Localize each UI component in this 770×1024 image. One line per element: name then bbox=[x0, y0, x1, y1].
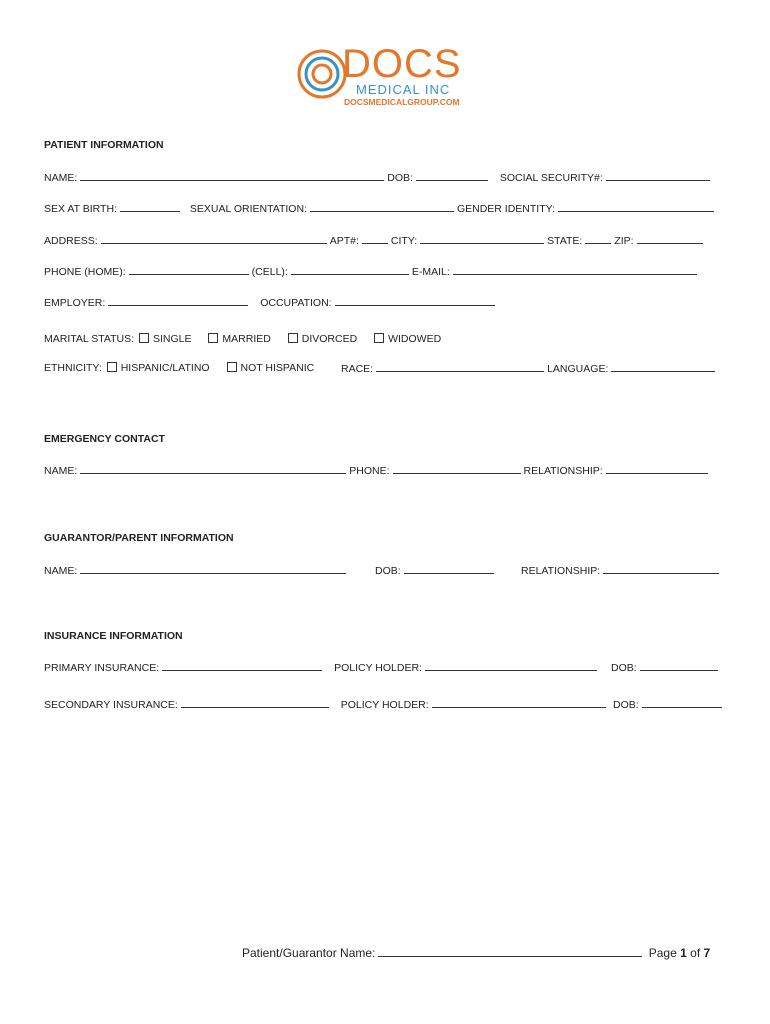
checkbox-icon[interactable] bbox=[227, 362, 237, 372]
city-field[interactable] bbox=[420, 234, 544, 244]
city-label: CITY: bbox=[390, 235, 418, 247]
orientation-label: SEXUAL ORIENTATION: bbox=[189, 203, 307, 215]
secondary-dob-label: DOB: bbox=[613, 699, 639, 711]
ethnicity-option-hispanic[interactable]: HISPANIC/LATINO bbox=[107, 362, 210, 374]
language-field[interactable] bbox=[611, 362, 715, 372]
emergency-row bbox=[44, 464, 711, 477]
race-label: RACE: bbox=[341, 363, 374, 375]
page-current: 1 bbox=[680, 946, 687, 960]
secondary-dob-row bbox=[613, 698, 725, 711]
patient-row-name bbox=[44, 171, 713, 184]
emergency-name-label: NAME: bbox=[44, 465, 78, 477]
checkbox-icon[interactable] bbox=[374, 333, 384, 343]
gender-field[interactable] bbox=[558, 202, 714, 212]
ethnicity-label: ETHNICITY: bbox=[44, 362, 102, 374]
patient-row-address bbox=[44, 234, 706, 247]
patient-row-employment bbox=[44, 296, 498, 309]
checkbox-icon[interactable] bbox=[139, 333, 149, 343]
guarantor-name-row bbox=[44, 564, 349, 577]
dob-field[interactable] bbox=[416, 171, 488, 181]
secondary-insurance-field[interactable] bbox=[181, 698, 329, 708]
orientation-field[interactable] bbox=[310, 202, 454, 212]
marital-option-single[interactable]: SINGLE bbox=[139, 333, 192, 345]
footer-name-label: Patient/Guarantor Name: bbox=[242, 946, 376, 960]
zip-field[interactable] bbox=[637, 234, 703, 244]
employer-field[interactable] bbox=[108, 296, 248, 306]
patient-info-heading: PATIENT INFORMATION bbox=[44, 139, 164, 151]
ethnicity-row bbox=[44, 362, 314, 374]
state-field[interactable] bbox=[585, 234, 611, 244]
emergency-relationship-label: RELATIONSHIP: bbox=[523, 465, 603, 477]
checkbox-icon[interactable] bbox=[288, 333, 298, 343]
primary-insurance-label: PRIMARY INSURANCE: bbox=[44, 662, 160, 674]
checkbox-icon[interactable] bbox=[107, 362, 117, 372]
company-logo bbox=[296, 42, 476, 112]
emergency-relationship-field[interactable] bbox=[606, 464, 708, 474]
occupation-label: OCCUPATION: bbox=[260, 297, 332, 309]
email-field[interactable] bbox=[453, 265, 697, 275]
marital-option-widowed[interactable]: WIDOWED bbox=[374, 333, 441, 345]
ssn-label: SOCIAL SECURITY#: bbox=[499, 172, 603, 184]
apt-label: APT#: bbox=[329, 235, 359, 247]
occupation-field[interactable] bbox=[335, 296, 495, 306]
primary-policy-holder-field[interactable] bbox=[425, 661, 597, 671]
guarantor-relationship-field[interactable] bbox=[603, 564, 719, 574]
secondary-insurance-row bbox=[44, 698, 609, 711]
insurance-heading: INSURANCE INFORMATION bbox=[44, 630, 183, 642]
guarantor-relationship-row bbox=[521, 564, 722, 577]
logo-subtitle: MEDICAL INC bbox=[356, 82, 451, 97]
race-field[interactable] bbox=[376, 362, 544, 372]
page-word: Page bbox=[648, 946, 677, 960]
marital-status-row bbox=[44, 333, 441, 345]
secondary-dob-field[interactable] bbox=[642, 698, 722, 708]
guarantor-name-field[interactable] bbox=[80, 564, 346, 574]
checkbox-icon[interactable] bbox=[208, 333, 218, 343]
primary-dob-row bbox=[611, 661, 721, 674]
guarantor-name-label: NAME: bbox=[44, 565, 78, 577]
ssn-field[interactable] bbox=[606, 171, 710, 181]
emergency-phone-field[interactable] bbox=[393, 464, 521, 474]
guarantor-dob-row bbox=[375, 564, 497, 577]
secondary-policy-holder-label: POLICY HOLDER: bbox=[340, 699, 429, 711]
employer-label: EMPLOYER: bbox=[44, 297, 106, 309]
emergency-heading: EMERGENCY CONTACT bbox=[44, 433, 165, 445]
guarantor-heading: GUARANTOR/PARENT INFORMATION bbox=[44, 532, 234, 544]
page-footer bbox=[242, 945, 710, 960]
address-field[interactable] bbox=[101, 234, 327, 244]
zip-label: ZIP: bbox=[614, 235, 634, 247]
dob-label: DOB: bbox=[387, 172, 413, 184]
ethnicity-option-not-hispanic[interactable]: NOT HISPANIC bbox=[227, 362, 315, 374]
marital-option-divorced[interactable]: DIVORCED bbox=[288, 333, 357, 345]
page-total: 7 bbox=[703, 946, 711, 960]
sex-label: SEX AT BIRTH: bbox=[44, 203, 117, 215]
name-label: NAME: bbox=[44, 172, 78, 184]
cell-field[interactable] bbox=[291, 265, 409, 275]
phone-home-field[interactable] bbox=[129, 265, 249, 275]
email-label: E-MAIL: bbox=[411, 266, 450, 278]
primary-dob-label: DOB: bbox=[611, 662, 637, 674]
logo-name: DOCS bbox=[342, 42, 462, 86]
guarantor-relationship-label: RELATIONSHIP: bbox=[521, 565, 601, 577]
guarantor-dob-label: DOB: bbox=[375, 565, 401, 577]
secondary-insurance-label: SECONDARY INSURANCE: bbox=[44, 699, 178, 711]
marital-label: MARITAL STATUS: bbox=[44, 333, 135, 345]
name-field[interactable] bbox=[80, 171, 384, 181]
emergency-phone-label: PHONE: bbox=[349, 465, 390, 477]
emergency-name-field[interactable] bbox=[80, 464, 346, 474]
primary-insurance-field[interactable] bbox=[162, 661, 322, 671]
secondary-policy-holder-field[interactable] bbox=[432, 698, 606, 708]
footer-name-field[interactable] bbox=[378, 945, 642, 957]
of-word: of bbox=[690, 946, 701, 960]
language-label: LANGUAGE: bbox=[547, 363, 609, 375]
logo-url: DOCSMEDICALGROUP.COM bbox=[344, 97, 460, 107]
gender-label: GENDER IDENTITY: bbox=[456, 203, 555, 215]
state-label: STATE: bbox=[547, 235, 583, 247]
phone-home-label: PHONE (HOME): bbox=[44, 266, 126, 278]
primary-insurance-row bbox=[44, 661, 600, 674]
primary-policy-holder-label: POLICY HOLDER: bbox=[334, 662, 422, 674]
patient-row-identity bbox=[44, 202, 717, 215]
patient-row-phone bbox=[44, 265, 700, 278]
address-label: ADDRESS: bbox=[44, 235, 98, 247]
race-language-row bbox=[341, 362, 718, 375]
cell-label: (CELL): bbox=[251, 266, 288, 278]
marital-option-married[interactable]: MARRIED bbox=[208, 333, 270, 345]
sex-field[interactable] bbox=[120, 202, 180, 212]
apt-field[interactable] bbox=[362, 234, 388, 244]
guarantor-dob-field[interactable] bbox=[404, 564, 494, 574]
primary-dob-field[interactable] bbox=[640, 661, 718, 671]
